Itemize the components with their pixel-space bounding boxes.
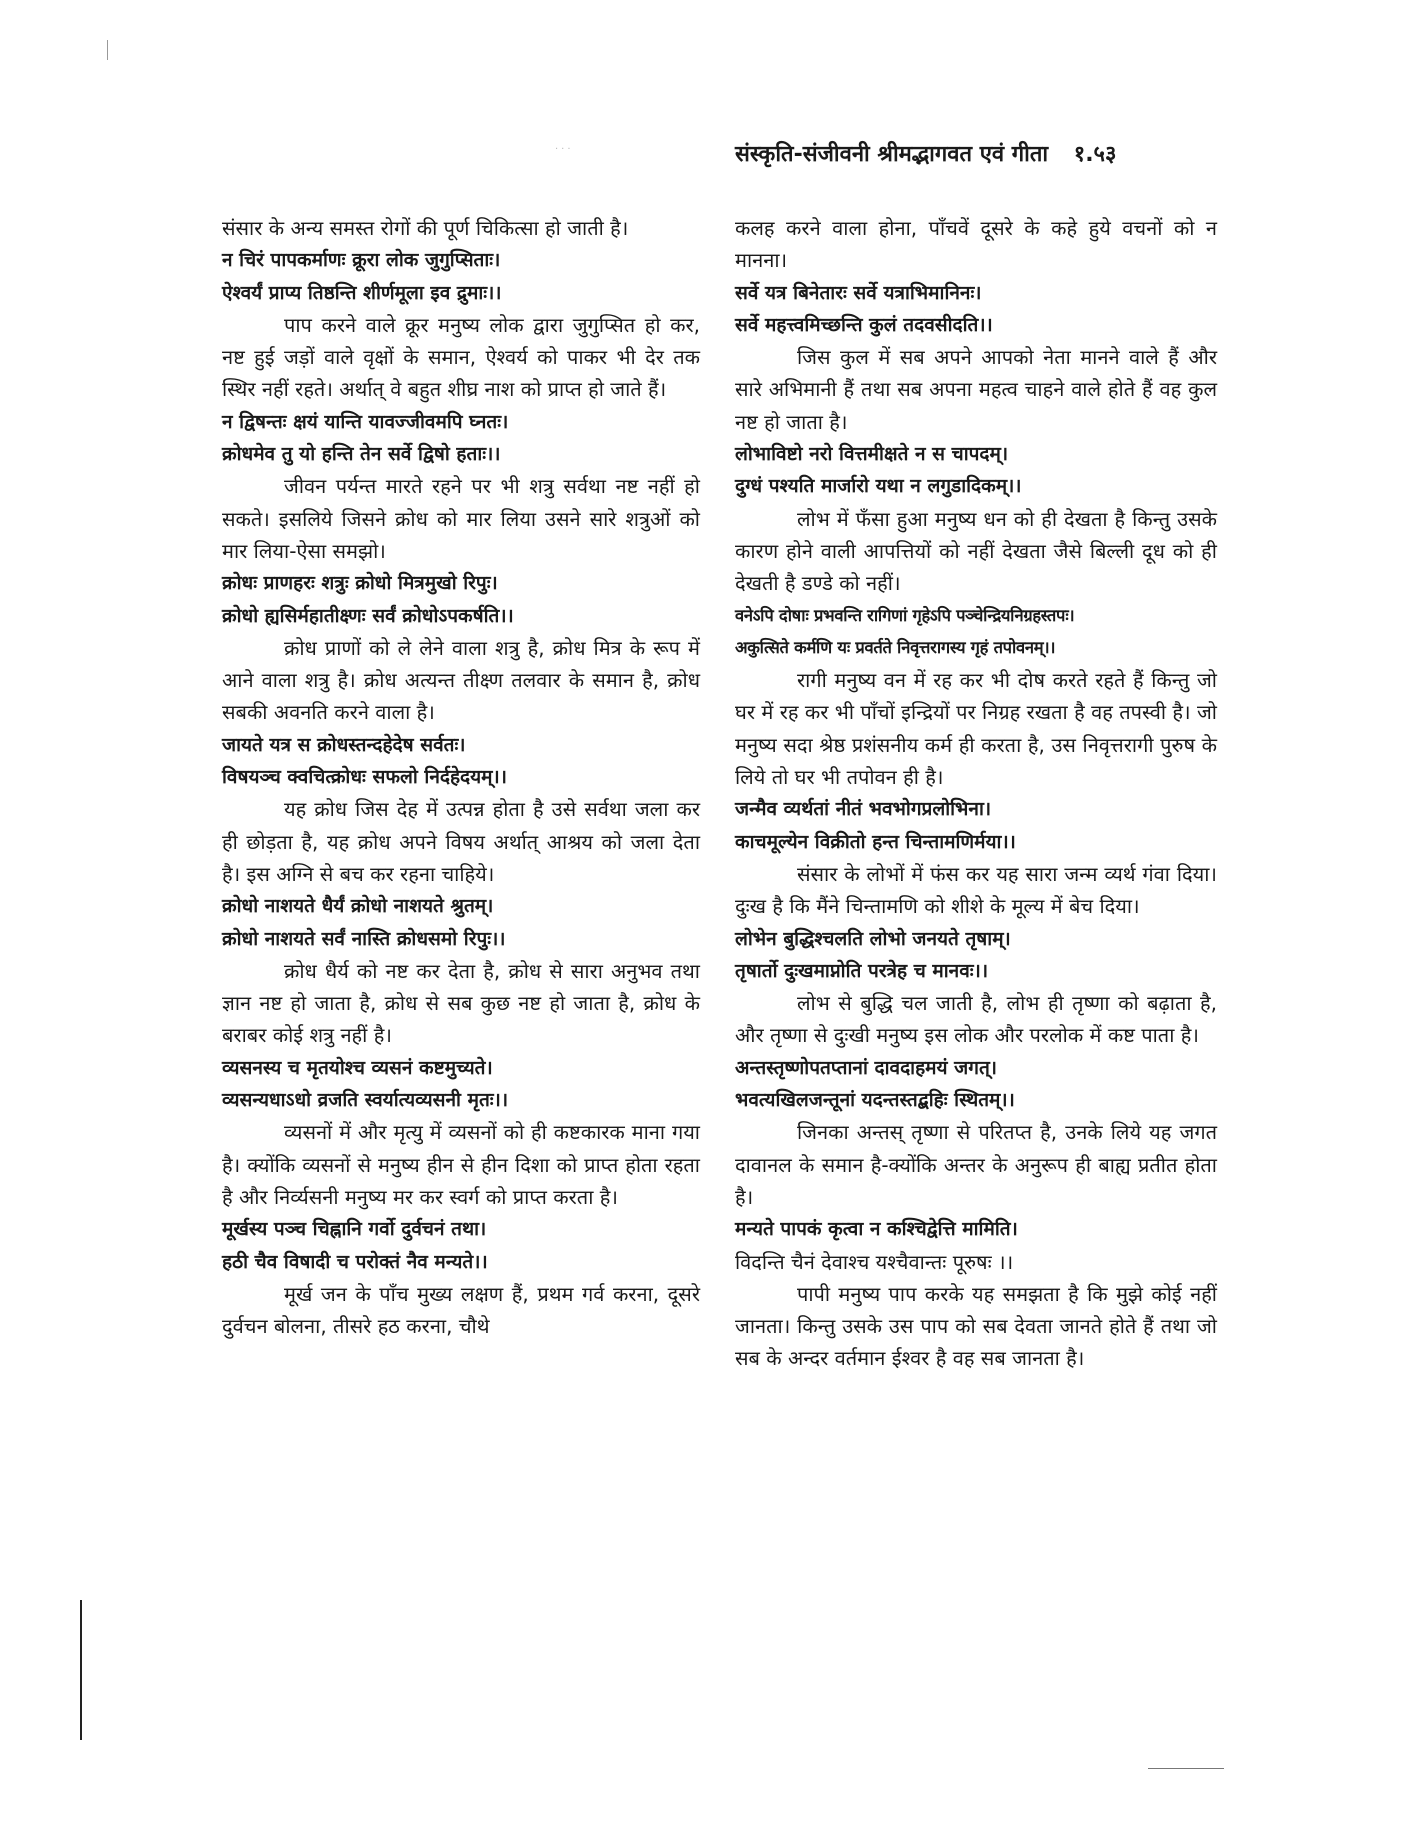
verse-line: क्रोधो नाशयते धैर्यं क्रोधो नाशयते श्रुतम्। (222, 895, 494, 918)
verse-line: सर्वे यत्र बिनेतारः सर्वे यत्राभिमानिनः। (735, 281, 982, 304)
translation-paragraph: पाप करने वाले क्रूर मनुष्य लोक द्वारा जुगुप्सित हो कर, नष्ट हुई जड़ों वाले वृक्षों के समान, ऐश्वर्य को पाकर भी देर तक स्थिर नहीं रहते। अर्थात् वे बहुत शीघ्र नाश को प्राप्त हो जाते हैं। (222, 312, 700, 402)
scan-margin-line (80, 1600, 82, 1740)
translation-paragraph: मूर्ख जन के पाँच मुख्य लक्षण हैं, प्रथम गर्व करना, दूसरे दुर्वचन बोलना, तीसरे हठ करना, चौथे (222, 1281, 700, 1339)
left-column (222, 212, 700, 1342)
translation-paragraph: क्रोध धैर्य को नष्ट कर देता है, क्रोध से सारा अनुभव तथा ज्ञान नष्ट हो जाता है, क्रोध से सब कुछ नष्ट हो जाता है, क्रोध के बराबर कोई शत्रु नहीं है। (222, 958, 700, 1048)
verse-line: काचमूल्येन विक्रीतो हन्त चिन्तामणिर्मया।। (735, 830, 1016, 853)
verse-line: मूर्खस्य पञ्च चिह्नानि गर्वो दुर्वचनं तथा। (222, 1218, 487, 1241)
translation-paragraph: लोभ में फँसा हुआ मनुष्य धन को ही देखता है किन्तु उसके कारण होने वाली आपत्तियों को नहीं देखता जैसे बिल्ली दूध को ही देखती है डण्डे को नहीं। (735, 506, 1217, 596)
scan-smudge: ··· (555, 144, 574, 155)
translation-paragraph: जिनका अन्तस् तृष्णा से परितप्त है, उनके लिये यह जगत दावानल के समान है-क्योंकि अन्तर के अनुरूप ही बाह्य प्रतीत होता है। (735, 1120, 1217, 1209)
translation-paragraph: रागी मनुष्य वन में रह कर भी दोष करते रहते हैं किन्तु जो घर में रह कर भी पाँचों इन्द्रियों पर निग्रह रखता है वह तपस्वी है। जो मनुष्य सदा श्रेष्ठ प्रशंसनीय कर्म ही करता है, उस निवृत्तरागी पुरुष के लिये तो घर भी तपोवन ही है। (735, 668, 1217, 790)
verse-line: तृषार्तो दुःखमाप्नोति परत्रेह च मानवः।। (735, 959, 989, 982)
verse-line: विषयञ्च क्वचित्क्रोधः सफलो निर्दहेदयम्।। (222, 766, 507, 789)
verse-line: क्रोधो नाशयते सर्वं नास्ति क्रोधसमो रिपुः।। (222, 927, 506, 950)
translation-paragraph: जिस कुल में सब अपने आपको नेता मानने वाले हैं और सारे अभिमानी हैं तथा सब अपना महत्व चाहने वाले होते हैं वह कुल नष्ट हो जाता है। (735, 345, 1217, 434)
verse-line: दुग्धं पश्यति मार्जारो यथा न लगुडादिकम्।। (735, 475, 1022, 498)
verse-line: व्यसन्यधाऽधो व्रजति स्वर्यात्यव्यसनी मृतः।। (222, 1089, 509, 1112)
verse-line: जायते यत्र स क्रोधस्तन्दहेदेष सर्वतः। (222, 733, 466, 756)
continued-paragraph: संसार के अन्य समस्त रोगों की पूर्ण चिकित्सा हो जाती है। (222, 216, 629, 240)
verse-line: अन्तस्तृष्णोपतप्तानां दावदाहमयं जगत्। (735, 1056, 997, 1079)
verse-line: लोभेन बुद्धिश्चलति लोभो जनयते तृषाम्। (735, 927, 1011, 950)
verse-line: न द्विषन्तः क्षयं यान्ति यावज्जीवमपि घ्नतः। (222, 410, 509, 433)
verse-line: जन्मैव व्यर्थतां नीतं भवभोगप्रलोभिना। (735, 798, 992, 821)
translation-paragraph: व्यसनों में और मृत्यु में व्यसनों को ही कष्टकारक माना गया है। क्योंकि व्यसनों से मनुष्य हीन से हीन दिशा को प्राप्त होता रहता है और निर्व्यसनी मनुष्य मर कर स्वर्ग को प्राप्त करता है। (222, 1120, 700, 1209)
verse-line: मन्यते पापकं कृत्वा न कश्चिद्वेत्ति मामिति। (735, 1218, 1018, 1241)
running-header (735, 138, 1215, 168)
verse-line: वनेऽपि दोषाः प्रभवन्ति रागिणां गृहेऽपि पञ्चेन्द्रियनिग्रहस्तपः। (735, 605, 1075, 625)
verse-line: क्रोधो ह्यसिर्महातीक्ष्णः सर्वं क्रोधोऽपकर्षति।। (222, 604, 514, 627)
translation-paragraph: संसार के लोभों में फंस कर यह सारा जन्म व्यर्थ गंवा दिया। दुःख है कि मैंने चिन्तामणि को शीशे के मूल्य में बेच दिया। (735, 861, 1217, 919)
verse-line: न चिरं पापकर्माणः क्रूरा लोक जुगुप्सिताः। (222, 249, 501, 272)
verse-line: भवत्यखिलजन्तूनां यदन्तस्तद्बहिः स्थितम्।। (735, 1089, 1015, 1112)
translation-paragraph: यह क्रोध जिस देह में उत्पन्न होता है उसे सर्वथा जला कर ही छोड़ता है, यह क्रोध अपने विषय अर्थात् आश्रय को जला देता है। इस अग्नि से बच कर रहना चाहिये। (222, 797, 700, 886)
scan-speck (107, 40, 108, 60)
verse-line: सर्वे महत्त्वमिच्छन्ति कुलं तदवसीदति।। (735, 313, 993, 336)
verse-line: लोभाविष्टो नरो वित्तमीक्षते न स चापदम्। (735, 443, 1009, 466)
translation-paragraph: लोभ से बुद्धि चल जाती है, लोभ ही तृष्णा को बढ़ाता है, और तृष्णा से दुःखी मनुष्य इस लोक और परलोक में कष्ट पाता है। (735, 991, 1217, 1048)
verse-line: व्यसनस्य च मृतयोश्च व्यसनं कष्टमुच्यते। (222, 1056, 493, 1079)
page-number: १.५३ (1073, 142, 1117, 167)
verse-line: क्रोधः प्राणहरः शत्रुः क्रोधो मित्रमुखो रिपुः। (222, 572, 498, 595)
verse-line: विदन्ति चैनं देवाश्च यश्चैवान्तः पूरुषः ।। (735, 1249, 1014, 1274)
scan-bottom-line (1148, 1768, 1224, 1769)
verse-line: अकुत्सिते कर्मणि यः प्रवर्तते निवृत्तरागस्य गृहं तपोवनम्।। (735, 637, 1056, 657)
translation-paragraph: क्रोध प्राणों को ले लेने वाला शत्रु है, क्रोध मित्र के रूप में आने वाला शत्रु है। क्रोध अत्यन्त तीक्ष्ण तलवार के समान है, क्रोध सबकी अवनति करने वाला है। (222, 635, 700, 725)
verse-line: हठी चैव विषादी च परोक्तं नैव मन्यते।। (222, 1250, 488, 1273)
translation-paragraph: जीवन पर्यन्त मारते रहने पर भी शत्रु सर्वथा नष्ट नहीं हो सकते। इसलिये जिसने क्रोध को मार लिया उसने सारे शत्रुओं को मार लिया-ऐसा समझो। (222, 474, 700, 563)
verse-line: क्रोधमेव तु यो हन्ति तेन सर्वे द्विषो हताः।। (222, 443, 501, 466)
translation-paragraph: पापी मनुष्य पाप करके यह समझता है कि मुझे कोई नहीं जानता। किन्तु उसके उस पाप को सब देवता जानते होते हैं तथा जो सब के अन्दर वर्तमान ईश्वर है वह सब जानता है। (735, 1281, 1217, 1371)
verse-line: ऐश्वर्यं प्राप्य तिष्ठन्ति शीर्णमूला इव द्रुमाः।। (222, 281, 502, 304)
right-column (735, 212, 1217, 1375)
continued-paragraph: कलह करने वाला होना, पाँचवें दूसरे के कहे हुये वचनों को न मानना। (735, 216, 1217, 273)
header-title: संस्कृति-संजीवनी श्रीमद्भागवत एवं गीता (735, 142, 1049, 167)
